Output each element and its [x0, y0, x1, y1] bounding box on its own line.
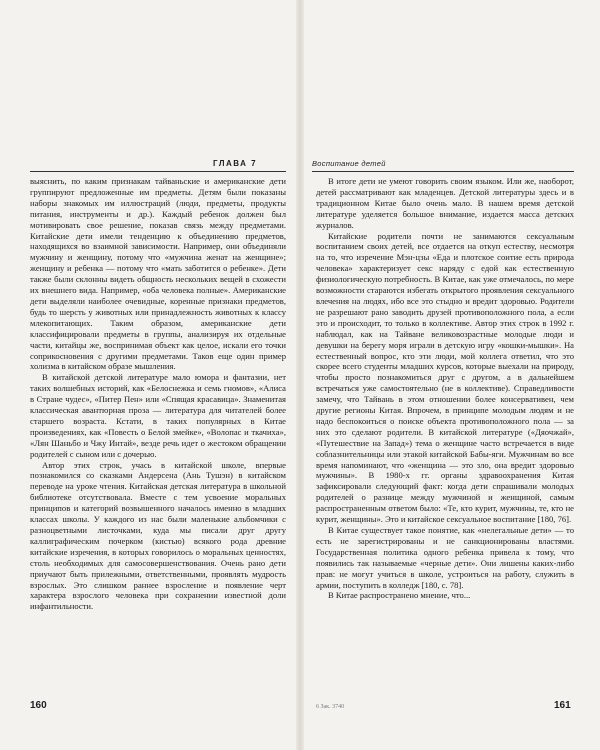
- paragraph: В Китае существует такое понятие, как «нелегальные дети» — то есть не зарегистрированы и не санкционированы властями. Государственная политика одного ребенка привела к тому, что появились так называемые «черные дети». Они лишены каких-либо прав: не могут учиться в школе, устроиться на работу, служить в армии, поступить в колледж [180, с. 78].: [316, 525, 574, 590]
- page-number: 160: [30, 700, 47, 711]
- printer-signature: 6 Зак. 3740: [316, 704, 345, 710]
- header-rule: [312, 171, 574, 172]
- paragraph: В Китае распространено мнение, что...: [328, 590, 471, 601]
- left-page-body: [30, 176, 286, 612]
- paragraph: Китайские родители почти не занимаются сексуальным воспитанием своих детей, все отдается на откуп естеству, несмотря на то, что изречение Мэн-цзы «Еда и плотское соитие есть природа человека» характеризует секс наряду с едой как естественную физиологическую потребность. В Китае, как уже отмечалось, по мере возможности стараются избегать открытого проявления сексуального влечения на людях, ибо все это стыдно и вредит здоровью. Родители не разрешают рано заводить друзей противоположного пола, а если это и происходит, то только в коллективе. Автор этих строк в 1992 г. наблюдал, как на Тайване великовозрастные молодые люди и девушки на берегу моря играли в детскую игру «кошки-мышки». На естественный вопрос, кто эти люди, мой коллега ответил, что это скорее всего студенты младших курсов, которые выехали на природу, чтобы просто познакомиться друг с другом, а в дальнейшем встречаться уже самостоятельно (не в коллективе). Справедливости замечу, что Тайвань в этом отношении более консервативен, чем другие регионы Китая. Впрочем, в принципе молодым людям и не надо беспокоиться о поиске объекта противоположного пола — за них это сделают родители. В китайской литературе («Дяочжай», «Путешествие на Запад») тема о женщине часто встречается в виде соблазнительницы или этакой китайской Бабы-яги. Мужчинам во все время напоминают, что «женщина — это зло, она вредит здоровью мужчины». В 1980-х гг. органы здравоохранения Китая зафиксировали следующий факт: когда дети спрашивали молодых родителей о разнице между мужчиной и женщиной, самым распространенным ответом было: «Те, кто курит, мужчины, те, кто не курит, женщины». Это и китайское сексуальное воспитание [180, 76].: [316, 230, 574, 525]
- paragraph: выяснить, по каким признакам тайваньские и американские дети группируют предложенные им предметы. Детям были показаны наборы знакомых им иллюстраций (люди, предметы, продукты питания, инструменты и др.). Каждый ребенок должен был мотивировать свое решение, показав связь между предметами. Китайские дети имели тенденцию к объединению предметов, находящихся во взаимной зависимости. Например, они объединяли мужчину и женщину, потому что «мужчина женат на женщине»; женщину и ребенка — потому что «мать заботится о ребенке». Дети также были склонны видеть общность нескольких вещей в схожести их внешнего вида. Например, «оба человека полные». Американские дети выделяли наиболее очевидные, коренные признаки предметов, будь то шерсть у животных или принадлежность животных к классу млекопитающих. Таким образом, американские дети классифицировали предметы в группы, анализируя их отдельные части, китайцы же, воспринимая объект как целое, искали его точки соприкосновения с другими предметами. Таков еще один пример холизма в китайском образе мышления.: [30, 176, 286, 372]
- paragraph: Автор этих строк, учась в китайской школе, впервые познакомился со сказками Андерсена (Ань Тушэн) в китайском переводе на уроке чтения. Китайская детская литература в школьной библиотеке отсутствовала. Вместе с тем усвоение моральных принципов и категорий возвышенного началось именно в младших классах школы. У каждого из нас были маленькие альбомчики с разноцветными листочками, куда мы писали друг другу каллиграфическим почерком (кистью) всякого рода древние китайские изречения, в которых говорилось о моральных ценностях, столь необходимых для самосовершенствования. Очень рано дети приучают быть прилежными, ответственными, проявлять мудрость взрослых. Это слишком раннее взросление и появление черт характера взрослого человека при сохранении известной доли инфантильности.: [30, 459, 286, 612]
- paragraph: В китайской детской литературе мало юмора и фантазии, нет таких волшебных историй, как «Белоснежка и семь гномов», «Алиса в Стране чудес», «Питер Пен» или «Спящая красавица». Знаменитая классическая авантюрная проза — литература для читателей более старшего возраста. Кстати, в таких популярных в Китае произведениях, как «Повесть о Белой змейке», «Волопас и ткачиха», «Лян Шаньбо и Чжу Интай», везде речь идет о жестоком обращении родителей с сыном или с дочерью.: [30, 372, 286, 459]
- paragraph: В итоге дети не умеют говорить своим языком. Или же, наоборот, детей рассматривают как младенцев. Детской литературы здесь и в традиционном Китае было очень мало. В нашем время детской литературе уделяется большое внимание, издается масса детских журналов.: [316, 176, 574, 230]
- right-page-body: [316, 176, 574, 601]
- running-head-section: Воспитание детей: [312, 159, 386, 168]
- header-rule: [30, 171, 286, 172]
- right-page: [304, 0, 600, 750]
- running-head-chapter: ГЛАВА 7: [213, 159, 258, 168]
- left-page: [0, 0, 296, 750]
- page-number: 161: [554, 700, 571, 711]
- book-gutter: [296, 0, 304, 750]
